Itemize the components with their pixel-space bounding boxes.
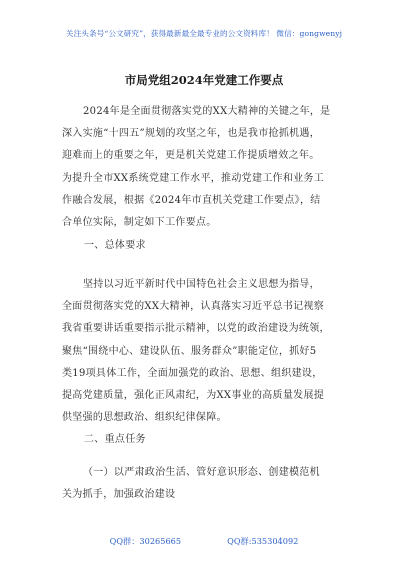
paragraph-line: 我省重要讲话重要指示批示精神，以党的政治建设为统领， — [62, 323, 330, 335]
paragraph-line: 坚持以习近平新时代中国特色社会主义思想为指导， — [83, 279, 320, 290]
intro-line: 迎难而上的重要之年，更是机关党建工作提质增效之年。 — [62, 150, 320, 162]
section-heading-overall: 一、总体要求 — [84, 240, 146, 251]
intro-paragraph — [62, 101, 362, 234]
section-heading-key-tasks: 二、重点任务 — [84, 434, 146, 445]
subsection-paragraph — [62, 462, 362, 506]
footer-qq-group-2: QQ群:535304092 — [227, 536, 299, 546]
paragraph-line: 关为抓手，加强政治建设 — [62, 489, 176, 501]
document-title: 市局党组2024年党建工作要点 — [124, 73, 284, 87]
intro-line: 作融合发展，根据《2024年市直机关党建工作要点》，结 — [62, 194, 321, 206]
paragraph-line: 提高党建质量，强化正风肃纪，为XX事业的高质量发展提 — [62, 389, 325, 401]
paragraph-line: 聚焦“围绕中心、建设队伍、服务群众”职能定位，抓好5 — [62, 345, 317, 357]
header-banner: 关注头条号“公文研究”，获得最新最全最专业的公文资料库！ 微信：gongwenyj — [65, 29, 343, 38]
overall-requirements-paragraph — [62, 274, 362, 429]
paragraph-line: 供坚强的思想政治、组织纪律保障。 — [62, 412, 227, 424]
paragraph-line: 类19项具体工作，全面加强党的政治、思想、组织建设， — [62, 367, 323, 379]
intro-line: 深入实施“十四五”规划的攻坚之年，也是我市抢抓机遇， — [62, 128, 321, 140]
intro-line: 为提升全市XX系统党建工作水平，推动党建工作和业务工 — [62, 172, 325, 184]
intro-line: 2024年是全面贯彻落实党的XX大精神的关键之年，是 — [83, 106, 331, 117]
footer-qq-groups — [0, 536, 408, 547]
intro-line: 合单位实际，制定如下工作要点。 — [62, 216, 217, 228]
paragraph-line: （一）以严肃政治生活、管好意识形态、创建模范机 — [83, 467, 320, 478]
footer-qq-group-1: QQ群：30265665 — [109, 536, 182, 546]
paragraph-line: 全面贯彻落实党的XX大精神，认真落实习近平总书记视察 — [62, 301, 325, 313]
